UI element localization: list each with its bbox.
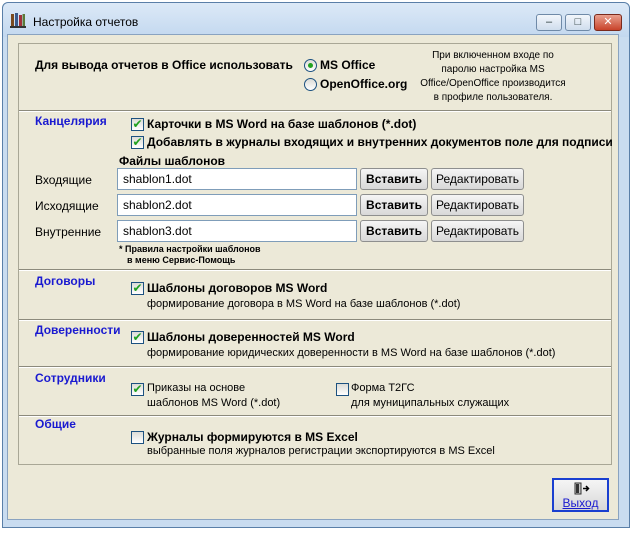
signature-label[interactable]: Добавлять в журналы входящих и внутренних документов поле для подписи xyxy=(147,135,613,149)
divider xyxy=(19,110,611,112)
edit-button-internal[interactable]: Редактировать xyxy=(431,220,524,242)
maximize-button[interactable] xyxy=(565,14,591,31)
exit-button[interactable] xyxy=(552,478,609,512)
edit-button-outgoing[interactable]: Редактировать xyxy=(431,194,524,216)
powers-checkbox[interactable] xyxy=(131,331,144,344)
t2gs-label-line1[interactable]: Форма Т2ГС xyxy=(351,382,415,394)
cards-checkbox[interactable] xyxy=(131,118,144,131)
window-title: Настройка отчетов xyxy=(33,15,139,29)
section-general: Общие xyxy=(35,417,76,431)
contracts-checkbox[interactable] xyxy=(131,282,144,295)
orders-label-line2: шаблонов MS Word (*.dot) xyxy=(147,397,281,409)
section-chancellery: Канцелярия xyxy=(35,114,107,128)
settings-panel xyxy=(18,43,612,465)
template-input-outgoing[interactable]: shablon2.dot xyxy=(117,194,357,216)
output-label: Для вывода отчетов в Office использовать xyxy=(35,58,293,72)
template-input-internal[interactable]: shablon3.dot xyxy=(117,220,357,242)
signature-checkbox[interactable] xyxy=(131,136,144,149)
check-icon: ✔ xyxy=(132,330,143,344)
insert-button-outgoing[interactable]: Вставить xyxy=(360,194,428,216)
check-icon: ✔ xyxy=(132,281,143,295)
radio-openoffice[interactable] xyxy=(304,78,317,91)
close-icon: ✕ xyxy=(603,16,613,28)
cards-label[interactable]: Карточки в MS Word на базе шаблонов (*.dot) xyxy=(147,117,417,131)
edit-button-incoming[interactable]: Редактировать xyxy=(431,168,524,190)
check-icon: ✔ xyxy=(132,382,143,396)
divider xyxy=(19,415,611,417)
template-input-incoming[interactable]: shablon1.dot xyxy=(117,168,357,190)
divider xyxy=(19,366,611,368)
check-icon: ✔ xyxy=(132,117,143,131)
divider xyxy=(19,319,611,321)
insert-button-incoming[interactable]: Вставить xyxy=(360,168,428,190)
row-label-outgoing: Исходящие xyxy=(35,199,99,213)
section-powers: Доверенности xyxy=(35,323,121,337)
radio-ms-office[interactable] xyxy=(304,59,317,72)
excel-checkbox[interactable] xyxy=(131,431,144,444)
section-contracts: Договоры xyxy=(35,274,96,288)
radio-ms-office-label[interactable]: MS Office xyxy=(320,58,376,72)
radio-openoffice-label[interactable]: OpenOffice.org xyxy=(320,77,408,91)
minimize-button[interactable] xyxy=(536,14,562,31)
row-label-internal: Внутренние xyxy=(35,225,102,239)
contracts-desc: формирование договора в MS Word на базе шаблонов (*.dot) xyxy=(147,298,461,310)
exit-label: Выход xyxy=(562,496,599,510)
radio-selected-dot xyxy=(308,63,313,68)
divider xyxy=(19,269,611,271)
t2gs-label-line2: для муниципальных служащих xyxy=(351,397,510,409)
section-staff: Сотрудники xyxy=(35,371,106,385)
t2gs-checkbox[interactable] xyxy=(336,383,349,396)
templates-header: Файлы шаблонов xyxy=(119,154,226,168)
orders-checkbox[interactable] xyxy=(131,383,144,396)
title-bar[interactable] xyxy=(3,3,629,37)
contracts-label[interactable]: Шаблоны договоров MS Word xyxy=(147,281,328,295)
check-icon: ✔ xyxy=(132,135,143,149)
office-note: При включенном входе по паролю настройка MS Office/OpenOffice производится в профиле пользователя. xyxy=(420,50,566,103)
orders-label-line1[interactable]: Приказы на основе xyxy=(147,382,246,394)
close-button[interactable] xyxy=(594,14,622,31)
excel-label[interactable]: Журналы формируются в MS Excel xyxy=(147,430,358,444)
rules-note-line1: * Правила настройки шаблонов xyxy=(119,244,261,254)
maximize-icon: □ xyxy=(574,16,582,28)
excel-desc: выбранные поля журналов регистрации экспортируются в MS Excel xyxy=(147,445,495,457)
powers-desc: формирование юридических доверенности в MS Word на базе шаблонов (*.dot) xyxy=(147,347,556,359)
insert-button-internal[interactable]: Вставить xyxy=(360,220,428,242)
exit-door-icon xyxy=(574,482,590,495)
powers-label[interactable]: Шаблоны доверенностей MS Word xyxy=(147,330,355,344)
rules-note-line2: в меню Сервис-Помощь xyxy=(127,255,236,265)
row-label-incoming: Входящие xyxy=(35,173,92,187)
minimize-icon: – xyxy=(545,16,553,28)
library-books-icon xyxy=(10,12,26,28)
